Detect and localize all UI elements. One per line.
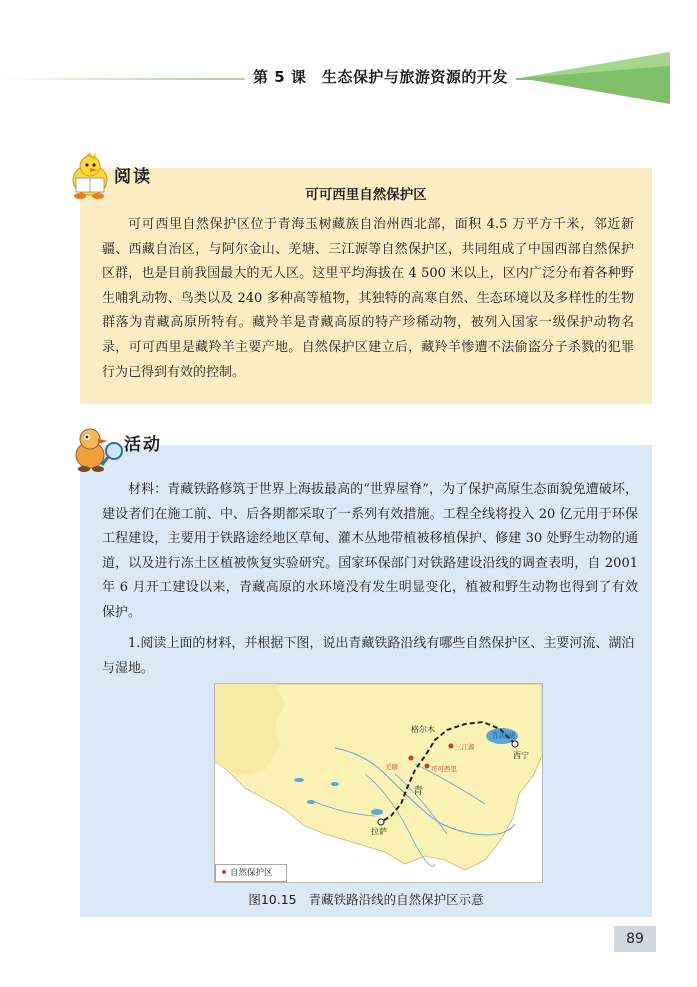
map-label-lhasa: 拉萨 xyxy=(371,827,387,836)
activity-material: 材料：青藏铁路修筑于世界上海拔最高的“世界屋脊”，为了保护高原生态面貌免遭破坏，建设者们在施工前、中、后各期都采取了一系列有效措施。工程全线将投入 20 亿元用于环保工程建设，主要用于铁路途经地区草甸、灌木丛地带植被移植保护、修建 30 处野生动物的通道，以及进行冻土区植被恢复实验研究。国家环保部门对铁路建设沿线的调查表明，自 2001 年 6 月开工建设以来，青藏高原的水环境没有发生明显变化，植被和野生动物也得到了有效保护。 xyxy=(102,482,638,620)
map-label-qinghai-lake: 青海湖 xyxy=(491,731,515,740)
activity-question: 1.阅读上面的材料，并根据下图，说出青藏铁路沿线有哪些自然保护区、主要河流、湖泊与湿地。 xyxy=(102,636,635,676)
reading-body: 可可西里自然保护区位于青海玉树藏族自治州西北部，面积 4.5 万平方千米，邻近新疆、西藏自治区，与阿尔金山、羌塘、三江源等自然保护区，共同组成了中国西部自然保护区群，也是目前我国最大的无人区。这里平均海拔在 4 500 米以上，区内广泛分布着各种野生哺乳动物、鸟类以及 240 多种高等植物，其独特的高寒自然、生态环境以及多样性的生物群落为青藏高原所特有。藏羚羊是青藏高原的特产珍稀动物，被列入国家一级保护动物名录，可可西里是藏羚羊主要产地。自然保护区建立后，藏羚羊惨遭不法偷盗分子杀戮的犯罪行为已得到有效的控制。 xyxy=(102,217,634,380)
figure-number: 图10.15 xyxy=(248,892,297,907)
lesson-title: 第 5 课 生态保护与旅游资源的开发 xyxy=(245,66,516,87)
map-label-railway-char: 青 xyxy=(413,786,423,797)
map-label-reserve-1: 三江源 xyxy=(455,743,475,751)
railway-reserve-map xyxy=(214,683,543,883)
map-label-reserve-2: 可可西里 xyxy=(431,765,457,773)
bird-magnifier-icon xyxy=(68,425,128,473)
header-wedge-decoration xyxy=(520,46,697,106)
map-label-reserve-3: 羌塘 xyxy=(385,763,398,771)
page-number: 89 xyxy=(614,926,656,952)
map-legend xyxy=(215,864,287,882)
activity-label: 活动 xyxy=(124,435,162,455)
legend-label: 自然保护区 xyxy=(230,868,273,878)
figure-caption xyxy=(80,890,652,908)
map-label-golmud: 格尔木 xyxy=(411,725,435,734)
reading-label: 阅读 xyxy=(114,167,152,187)
figure-caption-text: 青藏铁路沿线的自然保护区示意 xyxy=(308,892,484,907)
map-graphic xyxy=(215,684,542,882)
reading-title: 可可西里自然保护区 xyxy=(305,187,427,203)
reserve-dot-icon xyxy=(222,870,226,874)
map-label-xining: 西宁 xyxy=(513,751,529,760)
